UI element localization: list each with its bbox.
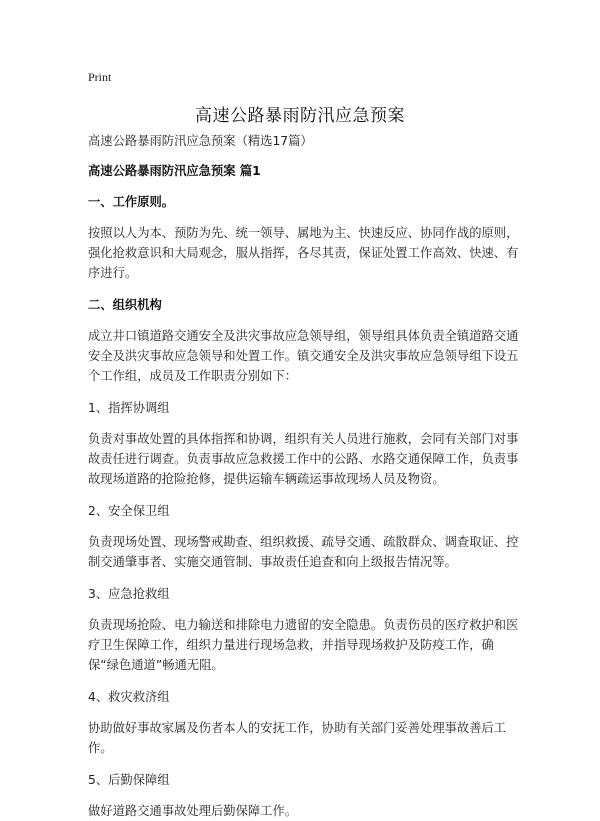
group-heading: 1、指挥协调组	[88, 401, 170, 415]
group-paragraph: 负责现场处置、现场警戒勘查、组织救援、疏导交通、疏散群众、调查取证、控制交通肇事者、实施交通管制、事故责任追查和向上级报告情况等。	[88, 535, 519, 569]
document-subtitle: 高速公路暴雨防汛应急预案（精选17篇）	[88, 134, 313, 148]
group-heading: 2、安全保卫组	[88, 504, 170, 518]
group-paragraph: 负责对事故处置的具体指挥和协调，组织有关人员进行施救，会同有关部门对事故责任进行调查。负责事故应急救援工作中的公路、水路交通保障工作，负责事故现场道路的抢险抢修，提供运输车辆疏运事故现场人员及物资。	[88, 432, 519, 486]
group-paragraph: 做好道路交通事故处理后勤保障工作。	[88, 804, 298, 818]
article-heading: 高速公路暴雨防汛应急预案 篇1	[88, 164, 261, 178]
section-paragraph: 按照以人为本、预防为先、统一领导、属地为主、快速反应、协同作战的原则，强化抢救意识和大局观念，服从指挥，各尽其责，保证处置工作高效、快速、有序进行。	[88, 226, 519, 280]
group-heading: 3、应急抢救组	[88, 587, 170, 601]
print-label: Print	[88, 70, 112, 84]
section-heading: 一、工作原则。	[88, 195, 175, 209]
document-body	[88, 131, 524, 821]
page-title: 高速公路暴雨防汛应急预案	[195, 106, 405, 126]
group-paragraph: 负责现场抢险、电力输送和排除电力遗留的安全隐患。负责伤员的医疗救护和医疗卫生保障工作，组织力量进行现场急救，并指导现场救护及防疫工作，确保“绿色通道”畅通无阻。	[88, 618, 519, 672]
section-heading: 二、组织机构	[88, 298, 162, 312]
group-heading: 4、救灾救济组	[88, 690, 170, 704]
group-paragraph: 协助做好事故家属及伤者本人的安抚工作，协助有关部门妥善处理事故善后工作。	[88, 721, 507, 755]
group-heading: 5、后勤保障组	[88, 773, 170, 787]
section-paragraph: 成立井口镇道路交通安全及洪灾事故应急领导组，领导组具体负责全镇道路交通安全及洪灾事故应急领导和处置工作。镇交通安全及洪灾事故应急领导组下设五个工作组，成员及工作职责分别如下：	[88, 329, 519, 383]
